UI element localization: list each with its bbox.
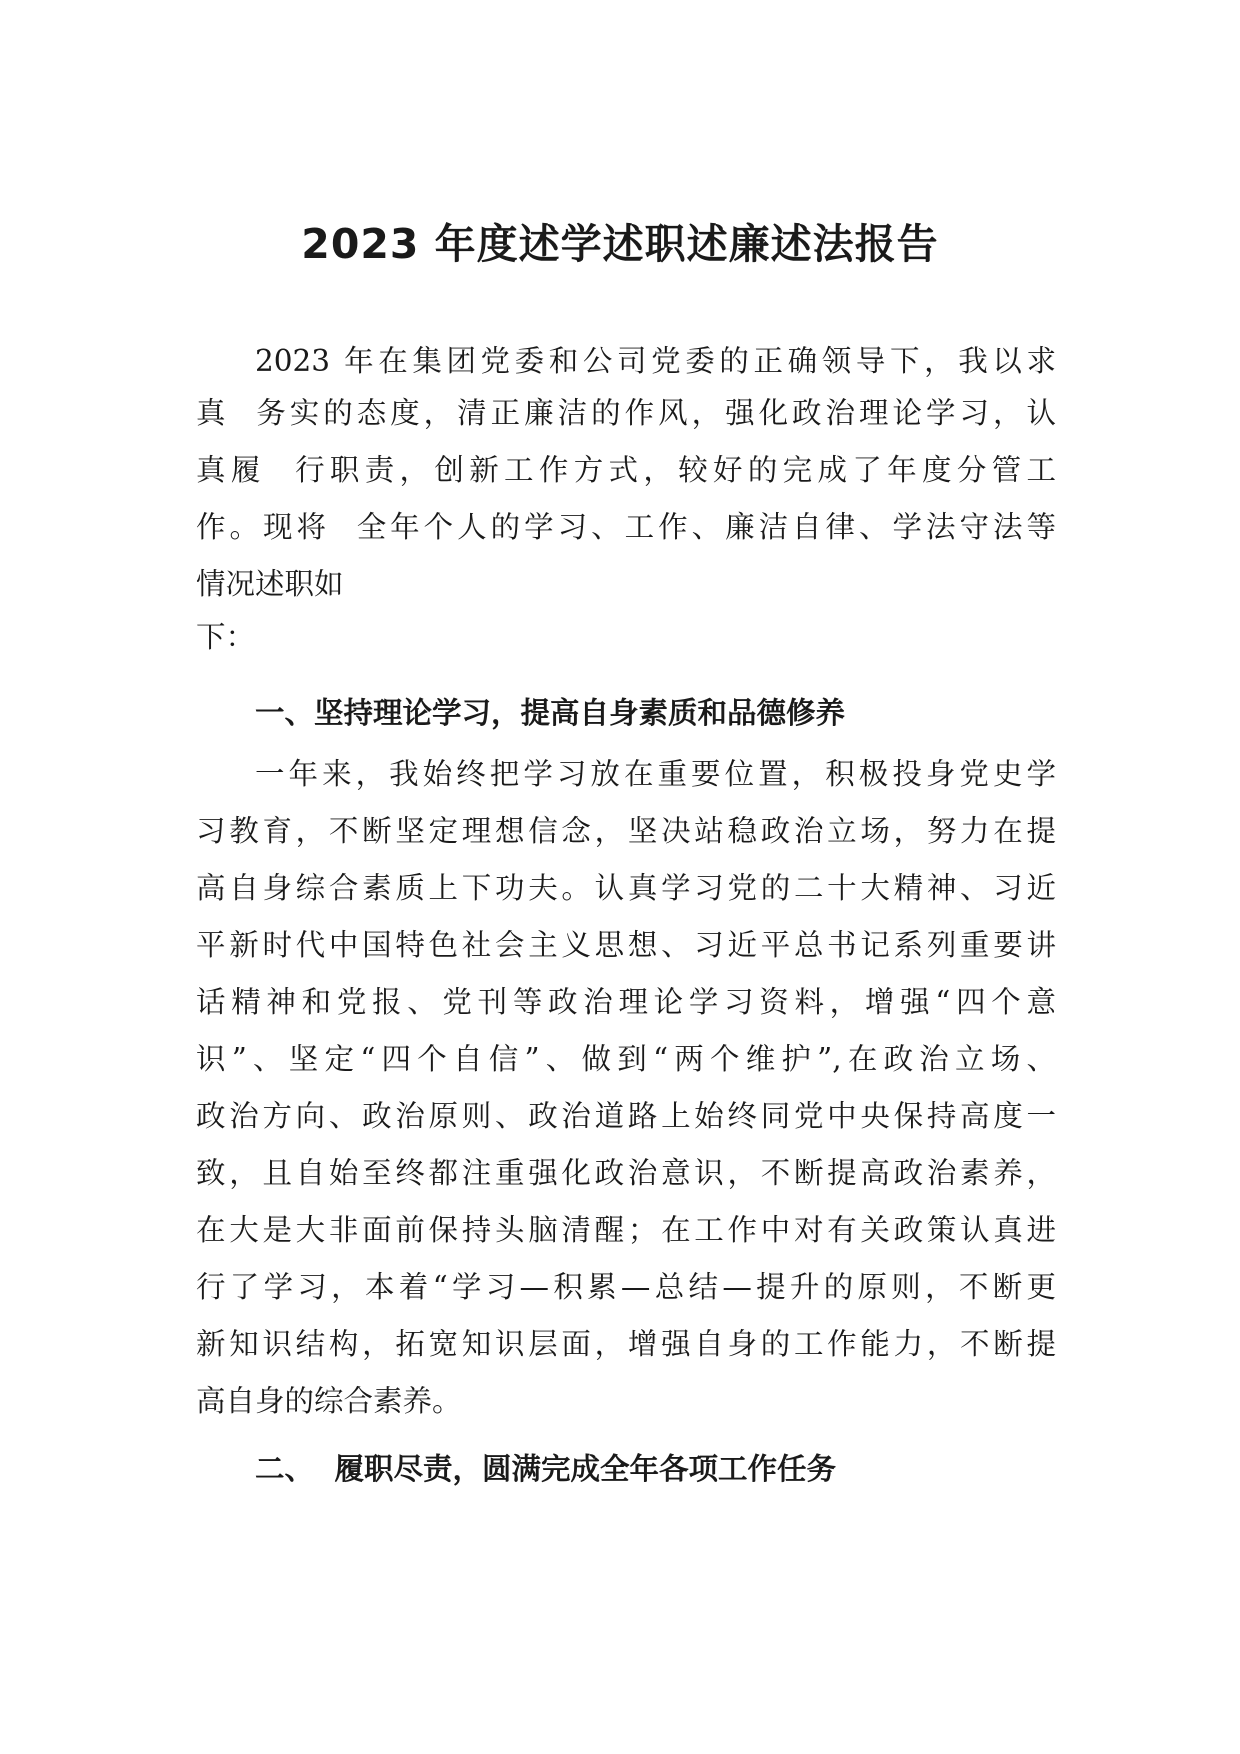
section-heading-1: 一、坚持理论学习，提高自身素质和品德修养 bbox=[255, 696, 846, 730]
section1-line: 习教育，不断坚定理想信念，坚决站稳政治立场，努力在提 bbox=[196, 814, 1056, 848]
section-heading-2: 二、 履职尽责，圆满完成全年各项工作任务 bbox=[255, 1452, 837, 1486]
section1-line: 话精神和党报、党刊等政治理论学习资料，增强“四个意 bbox=[196, 985, 1056, 1019]
section1-line: 行了学习，本着“学习—积累—总结—提升的原则，不断更 bbox=[196, 1270, 1056, 1304]
intro-line: 真履 行职责，创新工作方式，较好的完成了年度分管工 bbox=[196, 453, 1056, 487]
intro-line: 真 务实的态度，清正廉洁的作风，强化政治理论学习，认 bbox=[196, 396, 1056, 430]
section1-line: 新知识结构，拓宽知识层面，增强自身的工作能力，不断提 bbox=[196, 1327, 1056, 1361]
intro-line: 情况述职如 bbox=[196, 567, 344, 601]
section1-line: 在大是大非面前保持头脑清醒；在工作中对有关政策认真进 bbox=[196, 1213, 1056, 1247]
section1-line: 致，且自始至终都注重强化政治意识，不断提高政治素养， bbox=[196, 1156, 1056, 1190]
section1-line: 政治方向、政治原则、政治道路上始终同党中央保持高度一 bbox=[196, 1099, 1056, 1133]
section1-line: 高自身的综合素养。 bbox=[196, 1384, 462, 1418]
document-title: 2023 年度述学述职述廉述法报告 bbox=[301, 220, 939, 268]
intro-line: 下： bbox=[196, 620, 256, 654]
section1-line: 一年来，我始终把学习放在重要位置，积极投身党史学 bbox=[255, 757, 1056, 791]
intro-line: 作。现将 全年个人的学习、工作、廉洁自律、学法守法等 bbox=[196, 510, 1056, 544]
intro-line: 2023 年在集团党委和公司党委的正确领导下，我以求 bbox=[255, 344, 1056, 378]
section1-line: 识”、坚定“四个自信”、做到“两个维护”,在政治立场、 bbox=[196, 1042, 1056, 1076]
section1-line: 高自身综合素质上下功夫。认真学习党的二十大精神、习近 bbox=[196, 871, 1056, 905]
section1-line: 平新时代中国特色社会主义思想、习近平总书记系列重要讲 bbox=[196, 928, 1056, 962]
